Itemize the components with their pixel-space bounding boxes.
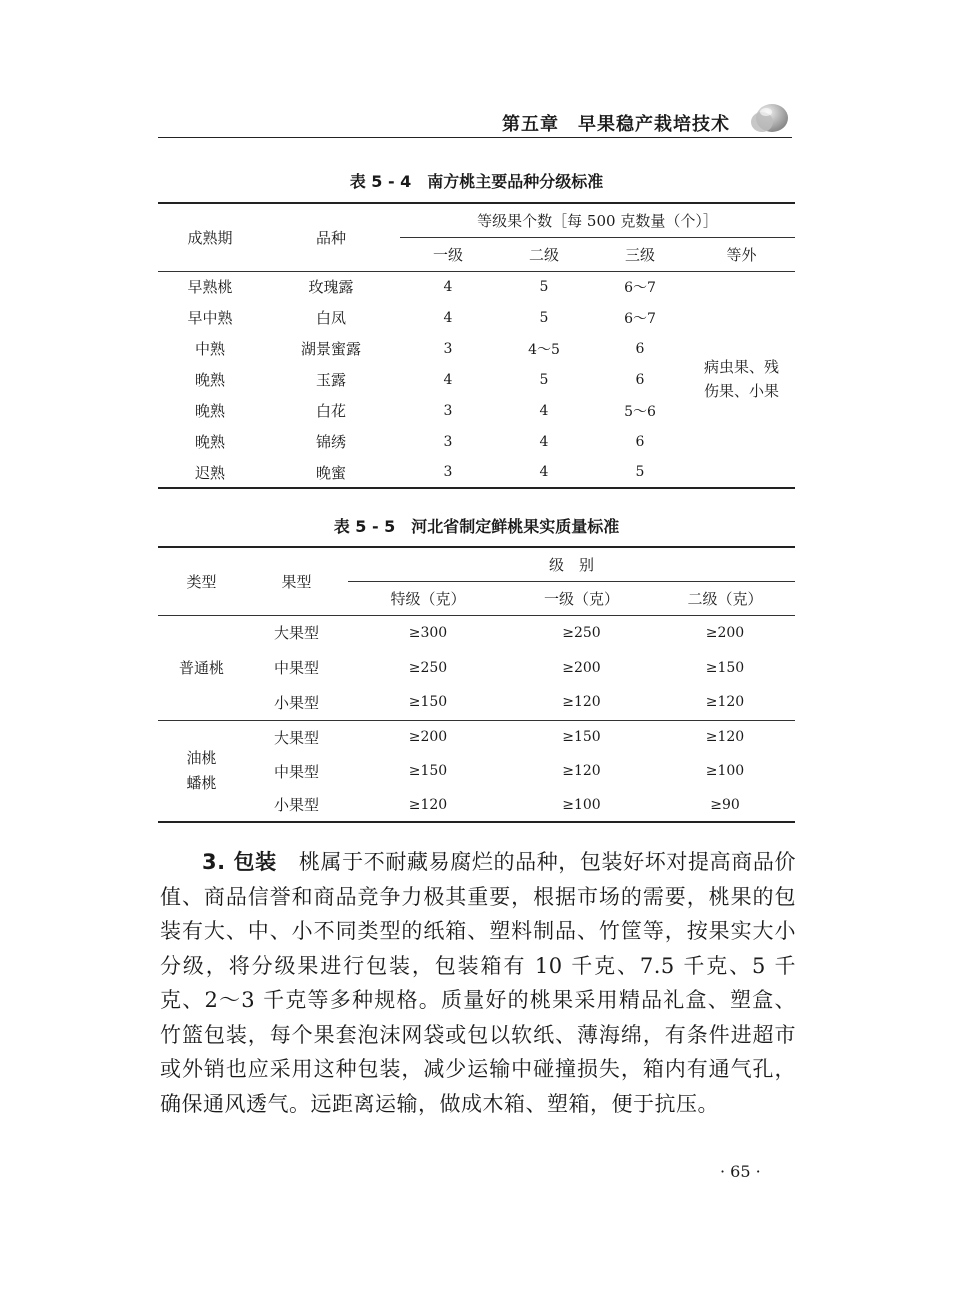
table1-cell-g2: 5 [539, 371, 549, 388]
table1-cell-variety: 晚蜜 [262, 457, 400, 488]
table-row [158, 271, 795, 302]
table2-cell-fruit: 大果型 [273, 728, 319, 747]
table2-cell-second: ≥200 [655, 615, 795, 650]
table1-cell-g1: 3 [443, 340, 453, 357]
table1 [158, 202, 795, 489]
table1-cell-g1: 3 [400, 457, 496, 488]
table1-cell-period: 迟熟 [158, 457, 262, 488]
table2-cell-second: ≥90 [655, 788, 795, 822]
table2-cell-first: ≥250 [508, 615, 655, 650]
table1-header-g4: 等外 [688, 237, 795, 271]
table1-cell-period: 晚熟 [194, 433, 225, 451]
table2-cell-special: ≥120 [348, 788, 508, 822]
table1-cell-g1: 4 [443, 371, 453, 388]
table2-header-first: 一级（克） [508, 581, 655, 615]
table1-cell-period: 早中熟 [187, 309, 233, 327]
table1-cell-variety: 玉露 [315, 371, 346, 389]
table-row [158, 720, 795, 754]
table2-cell-first: ≥100 [508, 788, 655, 822]
section-lead: 3. 包装 [202, 850, 277, 874]
section-text: 桃属于不耐藏易腐烂的品种，包装好坏对提高商品价值、商品信誉和商品竞争力极其重要，根据市场的需要，桃果的包装有大、中、小不同类型的纸箱、塑料制品、竹筐等，按果实大小分级，将分级果进行包装，包装箱有 10 千克、7.5 千克、5 千克、2～3 千克等多种规格。质量好的桃果采用精品礼盒、塑盒、竹篮包装，每个果套泡沫网袋或包以软纸、薄海绵，有条件进超市或外销也应采用这种包装，减少运输中碰撞损失，箱内有通气孔，确保通风透气。远距离运输，做成木箱、塑箱，便于抗压。 [160, 850, 797, 1116]
table1-cell-g2: 4～5 [528, 341, 560, 358]
table2-cell-fruit: 中果型 [273, 659, 319, 677]
table2-cell-first: ≥200 [562, 659, 601, 676]
outgrade-line: 伤果、小果 [703, 382, 779, 401]
table2-header-special: 特级（克） [348, 581, 508, 615]
table1-cell-g1: 3 [443, 433, 453, 450]
table1-cell-variety: 锦绣 [315, 433, 346, 451]
table1-cell-g1: 3 [443, 402, 453, 419]
table1-cell-g2: 4 [539, 433, 549, 450]
table2-cell-special: ≥150 [348, 685, 508, 720]
table1-cell-g3: 6 [635, 371, 645, 388]
header-rule [158, 137, 792, 138]
table1-cell-g1: 4 [443, 309, 453, 326]
table2-cell-second: ≥120 [705, 729, 745, 746]
table1-cell-variety: 湖景蜜露 [300, 340, 361, 358]
table2-cell-fruit: 小果型 [245, 685, 348, 720]
table2-cell-first: ≥120 [508, 685, 655, 720]
table1-header-variety: 品种 [262, 203, 400, 271]
table1-cell-period: 晚熟 [194, 402, 225, 420]
type-line: 油桃 [186, 748, 217, 767]
table2-cell-type [158, 615, 245, 720]
table2-header-second: 二级（克） [655, 581, 795, 615]
table2-cell-second: ≥120 [655, 685, 795, 720]
table1-cell-variety: 白凤 [315, 309, 346, 327]
table2-caption: 表 5 - 5 河北省制定鲜桃果实质量标准 [333, 517, 620, 536]
table-row [158, 650, 795, 685]
table1-cell-g3: 6～7 [624, 310, 656, 327]
table-row [158, 754, 795, 788]
table1-cell-g3: 6～7 [592, 271, 688, 302]
table-row [158, 685, 795, 720]
table2-cell-special: ≥200 [408, 729, 448, 746]
table1-cell-g3: 6 [635, 340, 645, 357]
table1-header-g1: 一级 [400, 237, 496, 271]
table1-cell-g2: 5 [496, 271, 592, 302]
table1-cell-g2: 4 [539, 402, 549, 419]
table2-header-type: 类型 [158, 547, 245, 615]
running-header [158, 98, 792, 138]
table1-header-group: 等级果个数［每 500 克数量（个）］ [400, 203, 795, 237]
type-line: 蟠桃 [186, 773, 217, 792]
outgrade-line: 病虫果、残 [703, 358, 779, 377]
page-number: · 65 · [720, 1162, 761, 1181]
table2-cell-second: ≥150 [705, 659, 745, 676]
table2-cell-fruit: 小果型 [245, 788, 348, 822]
type-line: 普通桃 [178, 659, 224, 677]
table1-cell-variety: 玫瑰露 [262, 271, 400, 302]
table1-caption: 表 5 - 4 南方桃主要品种分级标准 [349, 172, 604, 191]
table1-cell-g3: 5 [592, 457, 688, 488]
table1-header-g2: 二级 [496, 237, 592, 271]
table1-cell-period: 晚熟 [194, 371, 225, 389]
table1-cell-period: 早熟桃 [158, 271, 262, 302]
table-row [158, 615, 795, 650]
table2-cell-first: ≥120 [562, 763, 601, 779]
chapter-title: 第五章 早果稳产栽培技术 [502, 114, 730, 135]
table1-header-g3: 三级 [592, 237, 688, 271]
table2-cell-first: ≥150 [562, 729, 601, 746]
table2-cell-special: ≥150 [408, 763, 448, 779]
table1-cell-variety: 白花 [315, 402, 346, 420]
table1-cell-g2: 5 [539, 309, 549, 326]
table1-cell-period: 中熟 [194, 340, 225, 358]
table2-header-fruit: 果型 [245, 547, 348, 615]
table-row [158, 788, 795, 822]
table2-cell-second: ≥100 [705, 763, 745, 779]
table2 [158, 546, 795, 823]
table1-cell-outgrade [688, 271, 795, 488]
table2-cell-special: ≥300 [348, 615, 508, 650]
table2-cell-fruit: 大果型 [245, 615, 348, 650]
table1-header-period: 成熟期 [158, 203, 262, 271]
peach-logo-icon [748, 98, 792, 138]
table1-cell-g2: 4 [496, 457, 592, 488]
table2-cell-type [158, 720, 245, 822]
table1-cell-g3: 5～6 [624, 403, 656, 420]
table2-cell-special: ≥250 [408, 659, 448, 676]
body-paragraph [160, 845, 796, 1121]
table2-cell-fruit: 中果型 [273, 762, 319, 781]
table1-cell-g3: 6 [635, 433, 645, 450]
table1-cell-g1: 4 [400, 271, 496, 302]
table2-header-group: 级 别 [348, 547, 795, 581]
